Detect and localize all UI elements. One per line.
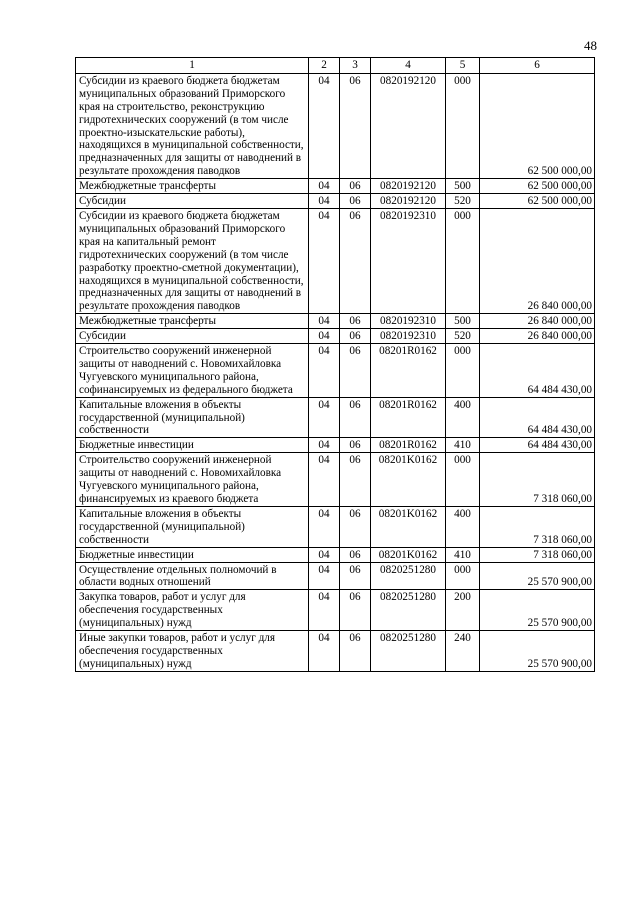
section-code-cell: 04 [309,314,340,329]
target-article-cell: 08201K0162 [371,506,446,547]
table-row [76,631,595,672]
target-article-cell: 0820251280 [371,562,446,590]
expense-type-cell: 000 [446,73,480,178]
amount-cell: 64 484 430,00 [480,344,595,398]
row-name-cell: Бюджетные инвестиции [76,438,309,453]
expense-type-cell: 000 [446,208,480,313]
subsection-code-cell: 06 [340,73,371,178]
amount-cell: 64 484 430,00 [480,397,595,438]
table-row [76,590,595,631]
amount-cell: 7 318 060,00 [480,547,595,562]
target-article-cell: 0820192310 [371,314,446,329]
row-name-cell: Субсидии [76,194,309,209]
section-code-cell: 04 [309,506,340,547]
amount-cell: 26 840 000,00 [480,314,595,329]
row-name-cell: Капитальные вложения в объекты государственной (муниципальной) собственности [76,506,309,547]
row-name-cell: Иные закупки товаров, работ и услуг для обеспечения государственных (муниципальных) нужд [76,631,309,672]
row-name-cell: Осуществление отдельных полномочий в области водных отношений [76,562,309,590]
row-name-cell: Субсидии из краевого бюджета бюджетам муниципальных образований Приморского края на капитальный ремонт гидротехнических сооружений (в том числе разработку проектно-сметной документации), находящихся в муниципальной собственности, предназначенных для защиты от наводнений в результате прохождения паводков [76,208,309,313]
target-article-cell: 08201K0162 [371,547,446,562]
amount-cell: 7 318 060,00 [480,453,595,507]
table-row [76,208,595,313]
target-article-cell: 08201K0162 [371,453,446,507]
section-code-cell: 04 [309,590,340,631]
row-name-cell: Межбюджетные трансферты [76,314,309,329]
table-row [76,562,595,590]
expense-type-cell: 200 [446,590,480,631]
section-code-cell: 04 [309,438,340,453]
target-article-cell: 0820251280 [371,590,446,631]
header-cell: 3 [340,58,371,74]
header-cell: 2 [309,58,340,74]
target-article-cell: 0820192310 [371,208,446,313]
table-row [76,397,595,438]
row-name-cell: Капитальные вложения в объекты государственной (муниципальной) собственности [76,397,309,438]
row-name-cell: Межбюджетные трансферты [76,179,309,194]
section-code-cell: 04 [309,329,340,344]
expense-type-cell: 400 [446,506,480,547]
expense-type-cell: 400 [446,397,480,438]
expense-type-cell: 000 [446,562,480,590]
amount-cell: 62 500 000,00 [480,73,595,178]
section-code-cell: 04 [309,344,340,398]
target-article-cell: 0820251280 [371,631,446,672]
table-row [76,73,595,178]
budget-table [75,57,595,672]
amount-cell: 26 840 000,00 [480,329,595,344]
subsection-code-cell: 06 [340,506,371,547]
section-code-cell: 04 [309,453,340,507]
subsection-code-cell: 06 [340,179,371,194]
target-article-cell: 0820192120 [371,179,446,194]
subsection-code-cell: 06 [340,314,371,329]
subsection-code-cell: 06 [340,438,371,453]
section-code-cell: 04 [309,194,340,209]
expense-type-cell: 000 [446,453,480,507]
expense-type-cell: 500 [446,179,480,194]
table-row [76,453,595,507]
table-row [76,547,595,562]
subsection-code-cell: 06 [340,329,371,344]
amount-cell: 62 500 000,00 [480,179,595,194]
table-row [76,194,595,209]
row-name-cell: Строительство сооружений инженерной защиты от наводнений с. Новомихайловка Чугуевского муниципального района, финансируемых из краевого бюджета [76,453,309,507]
section-code-cell: 04 [309,73,340,178]
amount-cell: 7 318 060,00 [480,506,595,547]
header-cell: 5 [446,58,480,74]
expense-type-cell: 240 [446,631,480,672]
subsection-code-cell: 06 [340,562,371,590]
table-row [76,179,595,194]
section-code-cell: 04 [309,397,340,438]
expense-type-cell: 410 [446,547,480,562]
table-row [76,329,595,344]
expense-type-cell: 000 [446,344,480,398]
table-row [76,506,595,547]
section-code-cell: 04 [309,562,340,590]
target-article-cell: 08201R0162 [371,344,446,398]
subsection-code-cell: 06 [340,344,371,398]
row-name-cell: Закупка товаров, работ и услуг для обеспечения государственных (муниципальных) нужд [76,590,309,631]
row-name-cell: Строительство сооружений инженерной защиты от наводнений с. Новомихайловка Чугуевского муниципального района, софинансируемых из федерального бюджета [76,344,309,398]
amount-cell: 25 570 900,00 [480,631,595,672]
subsection-code-cell: 06 [340,547,371,562]
subsection-code-cell: 06 [340,397,371,438]
amount-cell: 64 484 430,00 [480,438,595,453]
amount-cell: 25 570 900,00 [480,562,595,590]
subsection-code-cell: 06 [340,631,371,672]
header-cell: 1 [76,58,309,74]
row-name-cell: Бюджетные инвестиции [76,547,309,562]
amount-cell: 62 500 000,00 [480,194,595,209]
header-cell: 6 [480,58,595,74]
expense-type-cell: 520 [446,194,480,209]
row-name-cell: Субсидии из краевого бюджета бюджетам муниципальных образований Приморского края на строительство, реконструкцию гидротехнических сооружений (в том числе проектно-изыскательские работы), находящихся в муниципальной собственности, предназначенных для защиты от наводнений в результате прохождения паводков [76,73,309,178]
target-article-cell: 08201R0162 [371,438,446,453]
amount-cell: 26 840 000,00 [480,208,595,313]
expense-type-cell: 520 [446,329,480,344]
subsection-code-cell: 06 [340,194,371,209]
section-code-cell: 04 [309,208,340,313]
amount-cell: 25 570 900,00 [480,590,595,631]
table-row [76,314,595,329]
section-code-cell: 04 [309,179,340,194]
header-cell: 4 [371,58,446,74]
page-number: 48 [584,38,597,53]
section-code-cell: 04 [309,547,340,562]
section-code-cell: 04 [309,631,340,672]
target-article-cell: 0820192120 [371,194,446,209]
expense-type-cell: 410 [446,438,480,453]
target-article-cell: 0820192310 [371,329,446,344]
subsection-code-cell: 06 [340,590,371,631]
table-header-row [76,58,595,74]
table-row [76,344,595,398]
target-article-cell: 0820192120 [371,73,446,178]
row-name-cell: Субсидии [76,329,309,344]
target-article-cell: 08201R0162 [371,397,446,438]
table-row [76,438,595,453]
expense-type-cell: 500 [446,314,480,329]
subsection-code-cell: 06 [340,453,371,507]
subsection-code-cell: 06 [340,208,371,313]
